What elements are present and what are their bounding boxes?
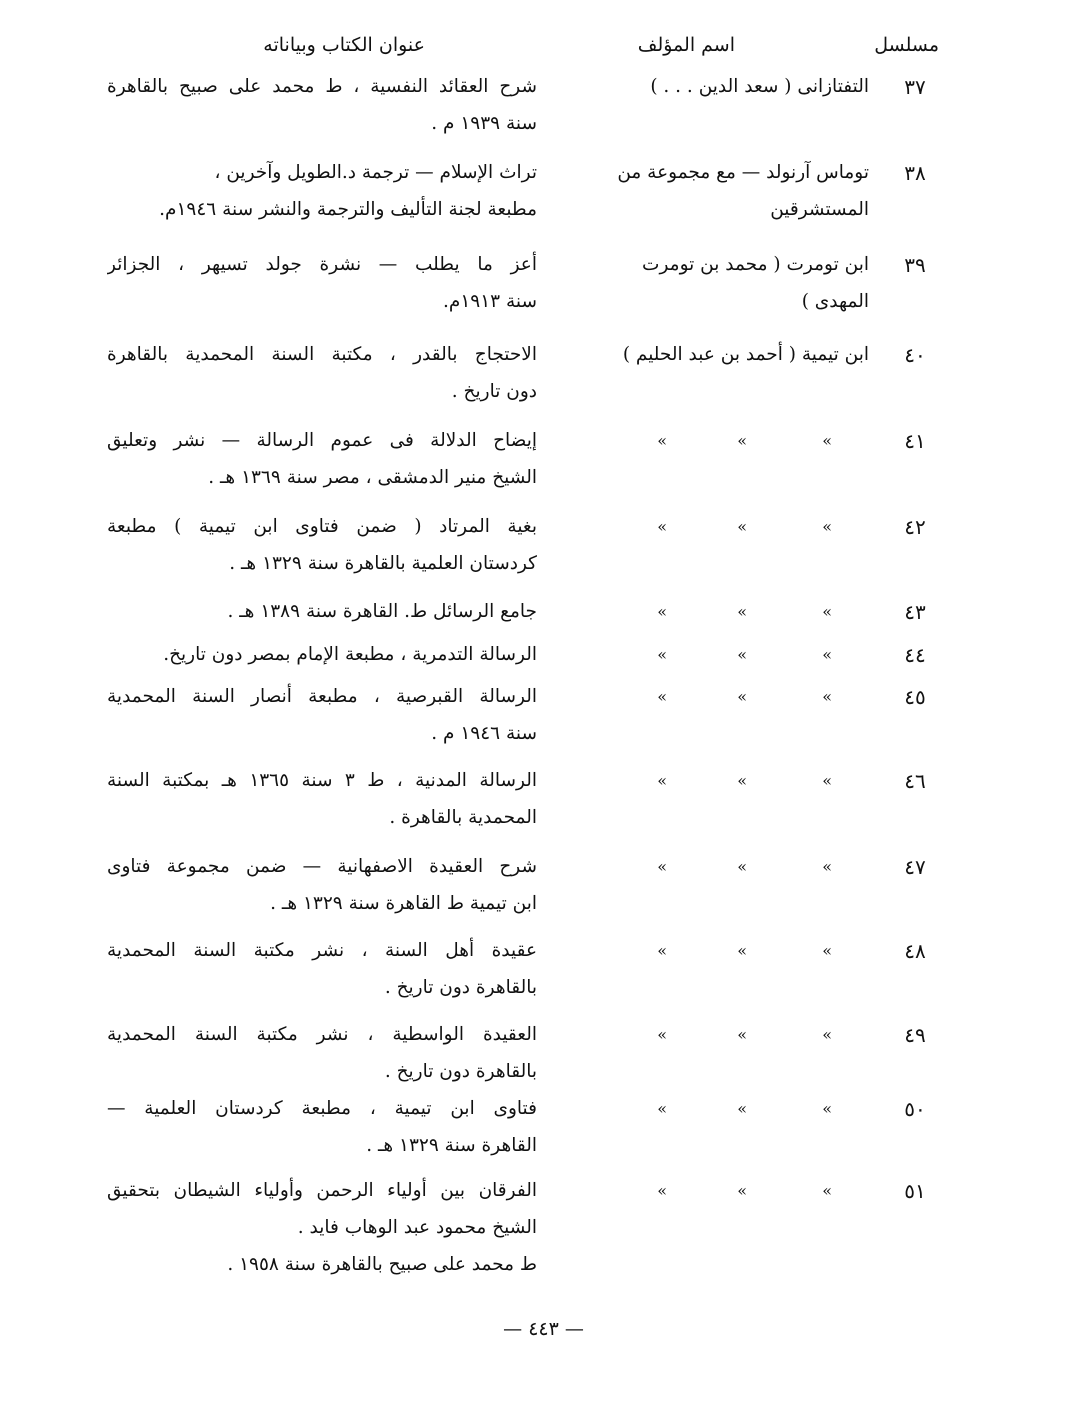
ditto-mark: »	[822, 771, 832, 790]
book-title: عقيدة أهل السنة ، نشر مكتبة السنة المحمدية بالقاهرة دون تاريخ .	[107, 940, 537, 998]
ditto-mark: »	[822, 941, 832, 960]
ditto-mark: »	[737, 1025, 747, 1044]
ditto-mark: »	[737, 771, 747, 790]
ditto-mark: »	[657, 431, 667, 450]
ditto-mark: »	[822, 1181, 832, 1200]
title-column-header: عنوان الكتاب وبياناته	[263, 34, 425, 56]
book-title: الرسالة المدنية ، ط ٣ سنة ١٣٦٥ هـ بمكتبة السنة المحمدية بالقاهرة .	[107, 770, 537, 828]
book-title: بغية المرتاد ( ضمن فتاوى ابن تيمية ) مطبعة كردستان العلمية بالقاهرة سنة ١٣٢٩ هـ .	[107, 516, 537, 574]
ditto-mark: »	[737, 1181, 747, 1200]
book-title: جامع الرسائل ط. القاهرة سنة ١٣٨٩ هـ .	[227, 601, 537, 622]
ditto-mark: »	[737, 645, 747, 664]
ditto-mark: »	[822, 602, 832, 621]
serial-number: ٤٨	[904, 939, 926, 963]
ditto-mark: »	[657, 941, 667, 960]
ditto-mark: »	[657, 857, 667, 876]
book-title: الاحتجاج بالقدر ، مكتبة السنة المحمدية بالقاهرة دون تاريخ .	[107, 344, 537, 402]
author-name: ابن تيمية ( أحمد بن عبد الحليم )	[622, 344, 869, 365]
serial-number: ٤١	[904, 429, 926, 453]
serial-number: ٤٢	[904, 515, 926, 539]
ditto-mark: »	[657, 771, 667, 790]
ditto-mark: »	[737, 517, 747, 536]
book-title: الرسالة التدمرية ، مطبعة الإمام بمصر دون تاريخ.	[163, 644, 537, 665]
book-title: فتاوى ابن تيمية ، مطبعة كردستان العلمية — القاهرة سنة ١٣٢٩ هـ .	[107, 1098, 537, 1156]
ditto-mark: »	[737, 602, 747, 621]
serial-number: ٤٠	[904, 343, 926, 367]
book-title: أعز ما يطلب — نشرة جولد تسيهر ، الجزائر سنة ١٩١٣م.	[107, 254, 537, 312]
serial-number: ٣٩	[904, 253, 926, 277]
serial-number: ٤٤	[904, 643, 926, 667]
author-column-header: اسم المؤلف	[637, 34, 735, 56]
serial-number: ٤٧	[904, 855, 926, 879]
ditto-mark: »	[822, 857, 832, 876]
author-name: توماس آرنولد — مع مجموعة من المستشرقين	[617, 162, 869, 220]
ditto-mark: »	[822, 1099, 832, 1118]
ditto-mark: »	[657, 1099, 667, 1118]
ditto-mark: »	[737, 1099, 747, 1118]
serial-number: ٥١	[904, 1179, 926, 1203]
ditto-mark: »	[737, 857, 747, 876]
ditto-mark: »	[737, 941, 747, 960]
serial-number: ٣٧	[904, 75, 926, 99]
ditto-mark: »	[657, 517, 667, 536]
ditto-mark: »	[822, 517, 832, 536]
author-name: التفتازانى ( سعد الدين . . . )	[650, 76, 869, 97]
serial-number: ٤٦	[904, 769, 926, 793]
serial-column-header: مسلسل	[874, 34, 939, 56]
ditto-mark: »	[657, 1181, 667, 1200]
book-title: شرح العقيدة الاصفهانية — ضمن مجموعة فتاوى ابن تيمية ط القاهرة سنة ١٣٢٩ هـ .	[107, 856, 537, 914]
serial-number: ٥٠	[904, 1097, 926, 1121]
ditto-mark: »	[737, 431, 747, 450]
book-title: الرسالة القبرصية ، مطبعة أنصار السنة المحمدية سنة ١٩٤٦ م .	[107, 686, 537, 744]
serial-number: ٤٩	[904, 1023, 926, 1047]
ditto-mark: »	[657, 645, 667, 664]
ditto-mark: »	[822, 687, 832, 706]
ditto-mark: »	[822, 431, 832, 450]
book-title: شرح العقائد النفسية ، ط محمد على صبيح بالقاهرة سنة ١٩٣٩ م .	[107, 76, 537, 134]
ditto-mark: »	[737, 687, 747, 706]
page-number: — ٤٤٣ —	[503, 1318, 584, 1340]
ditto-mark: »	[657, 602, 667, 621]
book-title: إيضاح الدلالة فى عموم الرسالة — نشر وتعليق الشيخ منير الدمشقى ، مصر سنة ١٣٦٩ هـ .	[107, 430, 537, 488]
ditto-mark: »	[822, 645, 832, 664]
author-name: ابن تومرت ( محمد بن تومرت المهدى )	[642, 254, 869, 312]
book-title: الفرقان بين أولياء الرحمن وأولياء الشيطان بتحقيق الشيخ محمود عبد الوهاب فايد . ط محمد على صبيح بالقاهرة سنة ١٩٥٨ .	[107, 1180, 537, 1275]
serial-number: ٤٣	[904, 600, 926, 624]
ditto-mark: »	[822, 1025, 832, 1044]
ditto-mark: »	[657, 1025, 667, 1044]
book-title: تراث الإسلام — ترجمة د.الطويل وآخرين ، مطبعة لجنة التأليف والترجمة والنشر سنة ١٩٤٦م.	[159, 162, 537, 220]
ditto-mark: »	[657, 687, 667, 706]
book-title: العقيدة الواسطية ، نشر مكتبة السنة المحمدية بالقاهرة دون تاريخ .	[107, 1024, 537, 1082]
serial-number: ٣٨	[904, 161, 926, 185]
serial-number: ٤٥	[904, 685, 926, 709]
